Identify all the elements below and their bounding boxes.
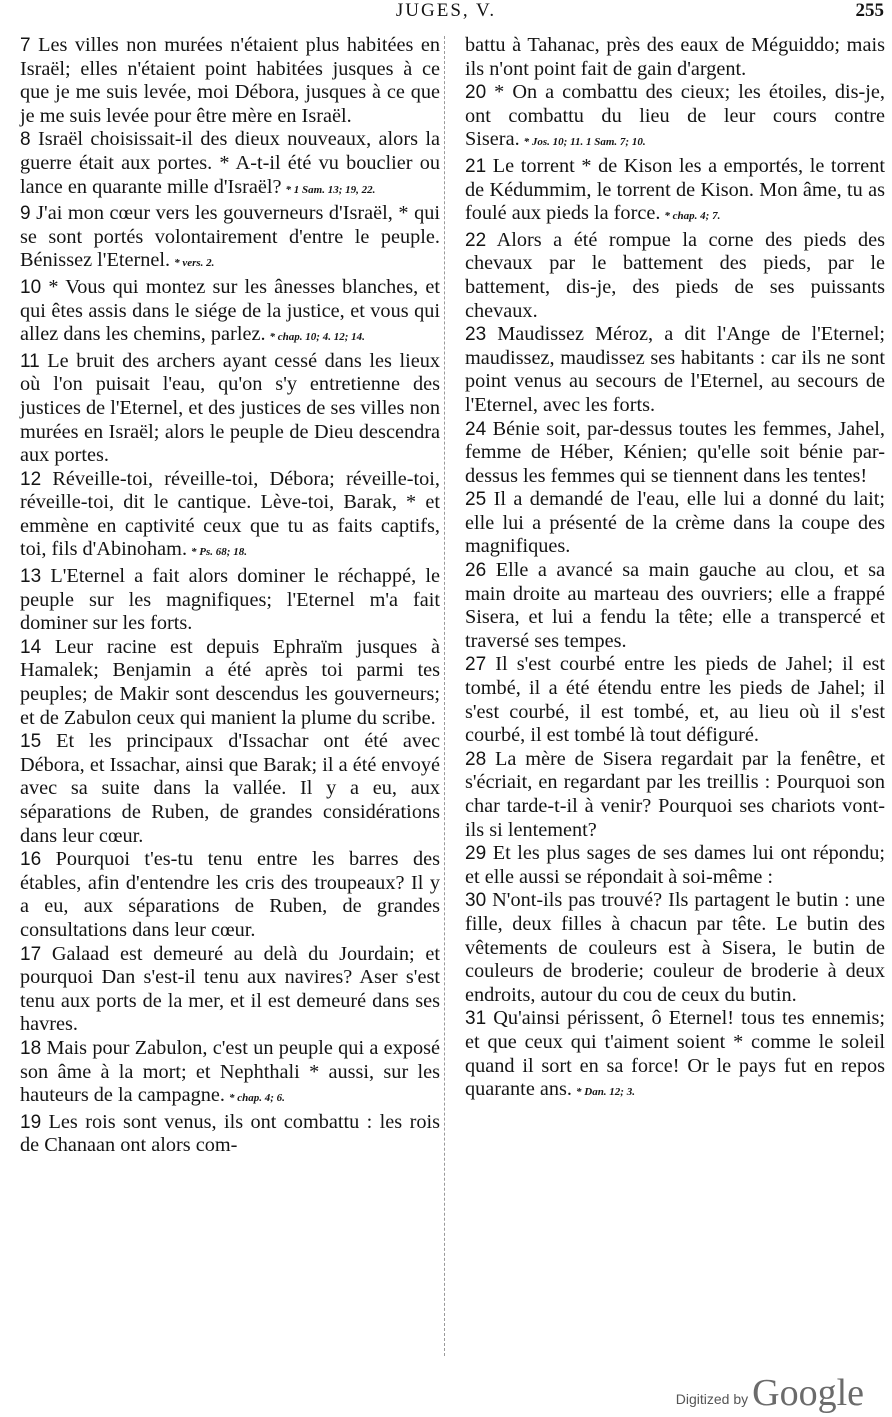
verse-number: 9 <box>20 203 31 225</box>
verse-number: 26 <box>465 560 487 582</box>
verse-text: Israël choisissait-il des dieux nouveaux, alors la guerre était aux portes. * A-t-il été vu bouclier ou lance en quarante mille d'Israël? <box>20 128 440 198</box>
verse-number: 30 <box>465 890 487 912</box>
verse <box>20 128 440 202</box>
verse-number: 13 <box>20 566 42 588</box>
verse-text: Elle a avancé sa main gauche au clou, et sa main droite au marteau des ouvriers; elle a frappé Sisera, et lui a fendu la tête; elle a transpercé et traversé ses tempes. <box>465 559 885 652</box>
verse <box>465 323 885 417</box>
verse <box>465 488 885 559</box>
verse-text: L'Eternel a fait alors dominer le réchappé, le peuple sur les magnifiques; l'Eternel m'a fait dominer sur les forts. <box>20 565 440 635</box>
verse-text: * On a combattu des cieux; les étoiles, dis-je, ont combattu du lieu de leur cours contre Sisera. <box>465 81 885 151</box>
verse <box>465 155 885 229</box>
verse-text: Les rois sont venus, ils ont combattu : les rois de Chanaan ont alors com- <box>20 1110 440 1157</box>
verse-number: 8 <box>20 129 31 151</box>
verse <box>465 748 885 842</box>
right-column <box>465 34 885 1105</box>
cross-reference: * 1 Sam. 13; 19, 22. <box>285 183 376 196</box>
verse <box>465 418 885 489</box>
verse-number: 7 <box>20 35 31 56</box>
cross-reference: * Dan. 12; 3. <box>576 1086 635 1099</box>
verse-text: Mais pour Zabulon, c'est un peuple qui a exposé son âme à la mort; et Nephthali * aussi, sur les hauteurs de la campagne. <box>20 1036 440 1107</box>
verse-text: Les villes non murées n'étaient plus habitées en Israël; elles n'étaient point habitées jusques à ce que je me suis levée, moi Débora, jusques à ce que je me suis levée pour être mère en Israël. <box>20 34 440 127</box>
verse-text: N'ont-ils pas trouvé? Ils partagent le butin : une fille, deux filles à chacun par tête. Le butin des vêtements de couleurs est à Sisera, le butin de couleurs de broderie; couleur de broderie à deux endroits, autour du cou de ceux du butin. <box>465 889 885 1006</box>
verse <box>465 889 885 1007</box>
page-number: 255 <box>855 0 884 21</box>
verse <box>20 943 440 1037</box>
verse <box>20 34 440 128</box>
verse-number: 31 <box>465 1008 487 1030</box>
verse-number: 17 <box>20 943 42 965</box>
verse-number: 22 <box>465 229 487 251</box>
verse-number: 16 <box>20 849 42 871</box>
verse-number: 29 <box>465 843 487 865</box>
verse-text: Pourquoi t'es-tu tenu entre les barres des étables, afin d'entendre les cris des troupeaux? Il y a eu, aux séparations de Ruben, de grandes consultations dans leur cœur. <box>20 848 440 941</box>
verse-text: La mère de Sisera regardait par la fenêtre, et s'écriait, en regardant par les treillis : Pourquoi son char tarde-t-il à venir? Pourquoi ses chariots vont-ils si lentement? <box>465 747 885 841</box>
running-title: JUGES, V. <box>395 0 497 21</box>
verse-number: 14 <box>20 636 42 658</box>
verse <box>20 1111 440 1158</box>
verse-number: 11 <box>20 350 40 372</box>
verse-text: Galaad est demeuré au delà du Jourdain; et pourquoi Dan s'est-il tenu aux navires? Aser s'est tenu aux ports de la mer, et il est demeuré dans ses havres. <box>20 942 440 1036</box>
cross-reference: * Jos. 10; 11. 1 Sam. 7; 10. <box>523 136 646 149</box>
verse-number: 21 <box>465 155 487 177</box>
verse-number: 27 <box>465 654 487 676</box>
digitized-label: Digitized by <box>675 1391 749 1407</box>
verse <box>20 468 440 565</box>
verse <box>465 842 885 889</box>
verse <box>465 653 885 747</box>
verse <box>20 565 440 636</box>
verse-text: Bénie soit, par-dessus toutes les femmes, Jahel, femme de Héber, Kénien; qu'elle soit bénie par-dessus les femmes qui se tiennent dans les tentes! <box>465 417 886 487</box>
verse <box>465 229 885 323</box>
verse-number: 28 <box>465 748 487 770</box>
verse-number: 18 <box>20 1037 42 1059</box>
cross-reference: * chap. 4; 7. <box>664 210 721 223</box>
verse-text: Maudissez Méroz, a dit l'Ange de l'Eternel; maudissez, maudissez ses habitants : car ils ne sont point venus au secours de l'Eternel, au secours de l'Eternel, avec les forts. <box>465 323 885 416</box>
left-column <box>20 34 440 1158</box>
verse-number: 23 <box>465 324 487 346</box>
verse <box>465 559 885 653</box>
verse-number: 20 <box>465 82 487 104</box>
verse <box>20 1037 440 1111</box>
verse-text: battu à Tahanac, près des eaux de Méguiddo; mais ils n'ont point fait de gain d'argent. <box>465 34 885 80</box>
verse-text: Il s'est courbé entre les pieds de Jahel; il est tombé, il a été étendu entre les pieds de Jahel; il s'est courbé, il est tombé, et, au lieu où il s'est courbé, il est tombé là tout défiguré. <box>465 653 885 747</box>
verse-number: 25 <box>465 489 487 511</box>
verse <box>465 34 885 81</box>
verse-text: Leur racine est depuis Ephraïm jusques à Hamalek; Benjamin a été après toi parmi tes peuples; de Makir sont descendus les gouverneurs; et de Zabulon ceux qui manient la plume du scribe. <box>20 635 440 729</box>
google-logo: Google <box>752 1372 864 1414</box>
verse-text: * Vous qui montez sur les ânesses blanches, et qui êtes assis dans le siége de la justice, et vous qui allez dans les chemins, parlez. <box>20 275 440 346</box>
verse <box>465 81 885 155</box>
digitized-footer <box>676 1367 864 1415</box>
verse-number: 12 <box>20 468 42 490</box>
verse <box>20 202 440 276</box>
verse-text: Et les principaux d'Issachar ont été avec Débora, et Issachar, ainsi que Barak; il a été envoyé avec sa suite dans la vallée. Il y a eu, aux séparations de Ruben, de grandes considérations dans leur cœur. <box>20 730 440 847</box>
cross-reference: * chap. 10; 4. 12; 14. <box>269 331 365 344</box>
verse <box>20 350 440 468</box>
verse-text: Et les plus sages de ses dames lui ont répondu; et elle aussi se répondait à soi-même : <box>465 842 885 888</box>
cross-reference: * vers. 2. <box>174 257 215 270</box>
verse <box>465 1007 885 1104</box>
verse <box>20 730 440 848</box>
verse-text: Alors a été rompue la corne des pieds des chevaux par le battement des pieds, par le battement, dis-je, des pieds de ses puissants chevaux. <box>465 228 886 322</box>
verse-text: Réveille-toi, réveille-toi, Débora; réveille-toi, réveille-toi, dit le cantique. Lève-toi, Barak, * et emmène en captivité ceux que tu as faits captifs, toi, fils d'Abinoham. <box>20 467 441 561</box>
verse <box>20 848 440 942</box>
verse <box>20 276 440 350</box>
verse-text: Qu'ainsi périssent, ô Eternel! tous tes ennemis; et que ceux qui t'aiment soient * comme le soleil quand il sort en sa force! Or le pays fut en repos quarante ans. <box>465 1007 885 1101</box>
verse-number: 24 <box>465 418 487 440</box>
verse-number: 10 <box>20 276 42 298</box>
column-divider <box>444 36 445 1356</box>
verse-text: J'ai mon cœur vers les gouverneurs d'Israël, * qui se sont portés volontairement d'entre le peuple. Bénissez l'Eternel. <box>20 202 440 272</box>
verse <box>20 636 440 730</box>
verse-number: 19 <box>20 1111 42 1133</box>
cross-reference: * chap. 4; 6. <box>228 1092 285 1105</box>
verse-text: Le bruit des archers ayant cessé dans les lieux où l'on puisait l'eau, qu'on s'y entretienne des justices de l'Eternel, et des justices de ses villes non murées en Israël; alors le peuple de Dieu descendra aux portes. <box>20 349 440 467</box>
verse-text: Le torrent * de Kison les a emportés, le torrent de Kédummim, le torrent de Kison. Mon âme, tu as foulé aux pieds la force. <box>465 154 885 225</box>
cross-reference: * Ps. 68; 18. <box>191 546 247 559</box>
verse-number: 15 <box>20 731 42 753</box>
verse-text: Il a demandé de l'eau, elle lui a donné du lait; elle lui a présenté de la crème dans la coupe des magnifiques. <box>465 488 885 558</box>
page-header <box>0 0 892 24</box>
